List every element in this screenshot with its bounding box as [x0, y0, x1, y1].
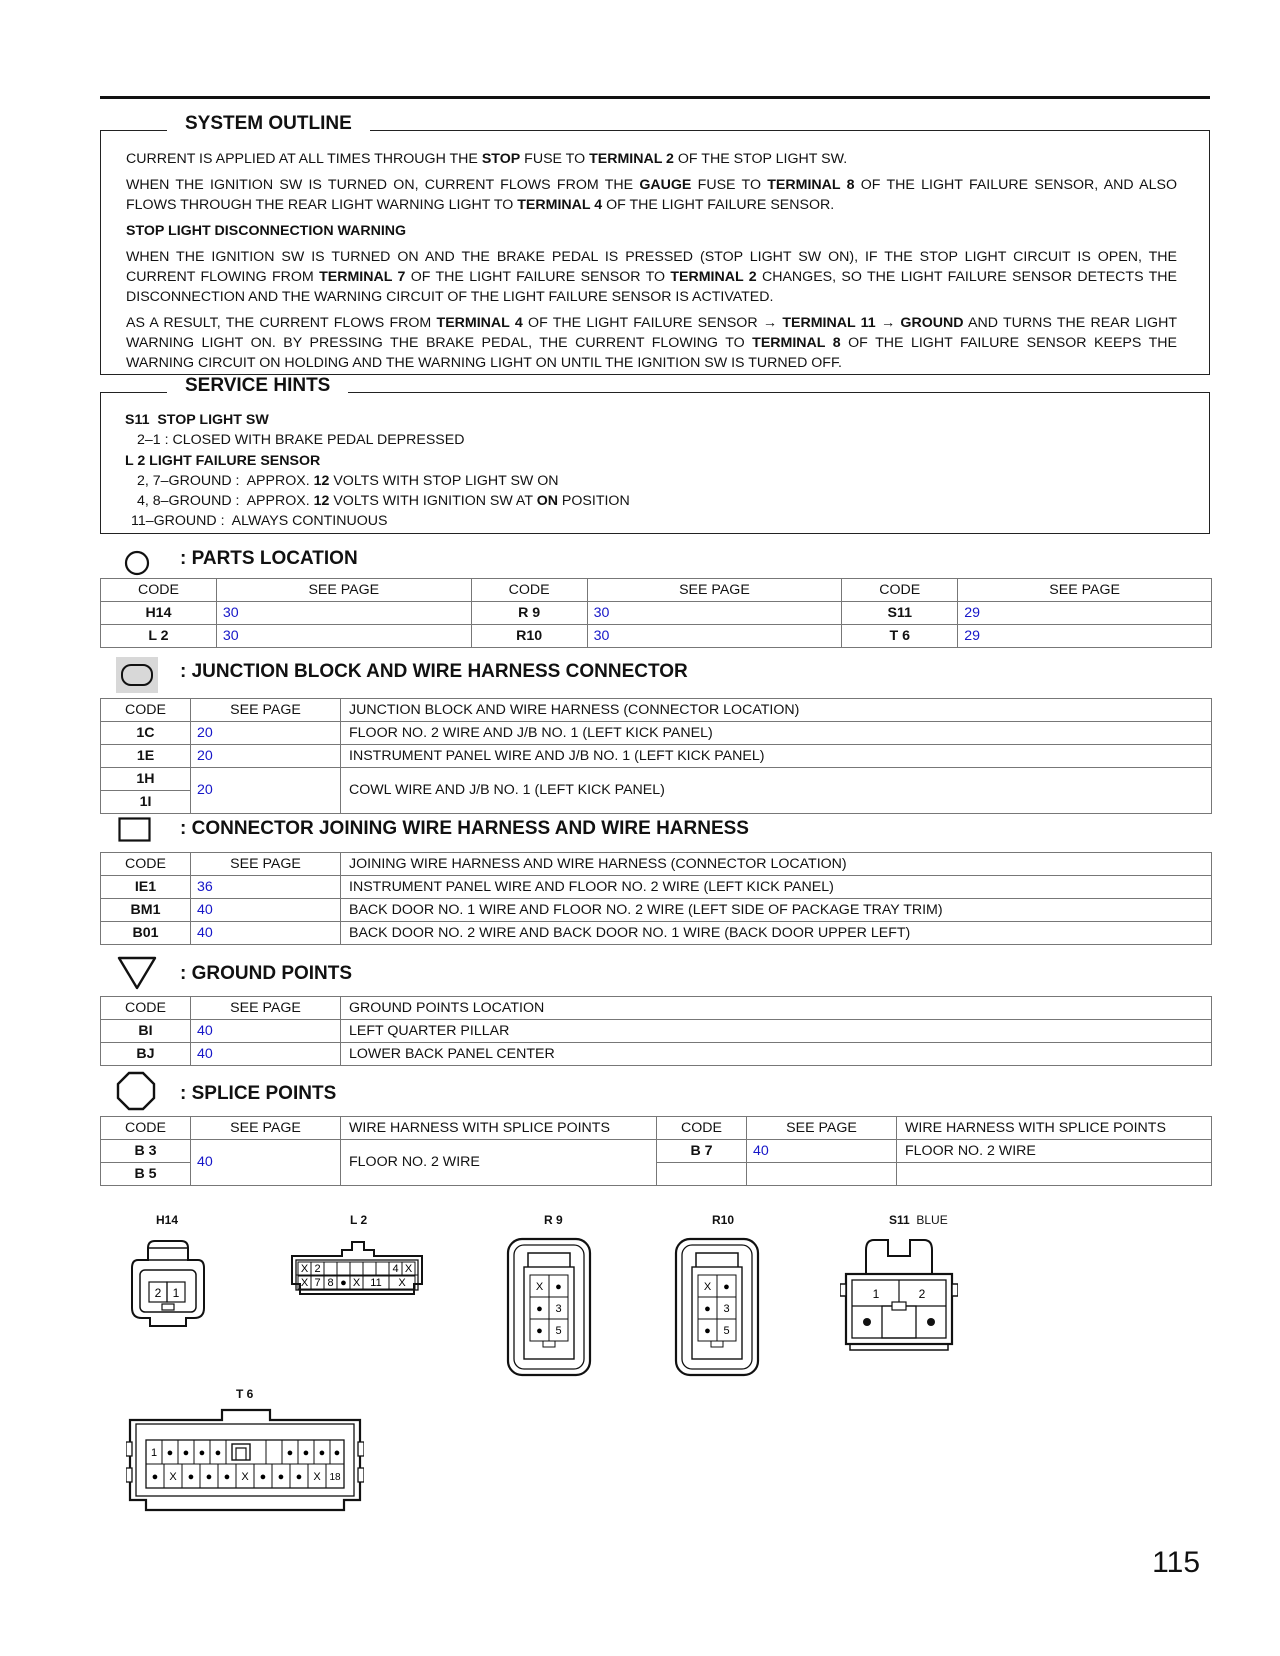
connector-t6-diagram [126, 1408, 364, 1518]
hint-l2-line-1: 2, 7–GROUND : APPROX. 12 VOLTS WITH STOP LIGHT SW ON [137, 472, 559, 489]
table-header-row [101, 579, 1212, 602]
header-description: JUNCTION BLOCK AND WIRE HARNESS (CONNECTOR LOCATION) [341, 699, 1212, 722]
parts-location-title: : PARTS LOCATION [180, 548, 358, 569]
header-description: WIRE HARNESS WITH SPLICE POINTS [897, 1117, 1212, 1140]
header-code: CODE [471, 579, 587, 602]
code-cell: BI [101, 1020, 191, 1043]
connector-h14-diagram [128, 1238, 208, 1330]
connector-label-h14: H14 [156, 1213, 179, 1227]
page-link[interactable]: 40 [191, 1043, 341, 1066]
header-see-page: SEE PAGE [216, 579, 471, 602]
pin-label: ● [536, 1325, 543, 1337]
splice-octagon-icon [116, 1071, 156, 1111]
page-link[interactable]: 29 [958, 602, 1212, 625]
pin-label: X [404, 1263, 413, 1275]
outline-paragraph-3: WHEN THE IGNITION SW IS TURNED ON AND THE BRAKE PEDAL IS PRESSED (STOP LIGHT SW ON), IF THE STOP LIGHT CIRCUIT IS OPEN, THE CURRENT FLOWING FROM TERMINAL 7 OF THE LIGHT FAILURE SENSOR TO TERMINAL 2 CHANGES, SO THE LIGHT FAILURE SENSOR DETECTS THE DISCONNECTION AND THE WARNING CIRCUIT OF THE LIGHT FAILURE SENSOR IS ACTIVATED. [126, 249, 1177, 305]
pin-label: ● [286, 1447, 294, 1459]
page-link[interactable]: 20 [191, 768, 341, 814]
pin-label: X [300, 1277, 309, 1289]
joining-connector-square-icon [118, 817, 152, 843]
header-see-page: SEE PAGE [191, 997, 341, 1020]
pin-label: ● [723, 1281, 730, 1293]
outline-subheading: STOP LIGHT DISCONNECTION WARNING [126, 223, 407, 239]
code-cell: R 9 [471, 602, 587, 625]
splice-title: : SPLICE POINTS [180, 1083, 337, 1104]
page-link[interactable]: 20 [191, 745, 341, 768]
pin-label: ● [536, 1303, 543, 1315]
page-link[interactable]: 40 [191, 1020, 341, 1043]
code-cell: B 5 [101, 1163, 191, 1186]
pin-label: X [352, 1277, 361, 1289]
junction-title: : JUNCTION BLOCK AND WIRE HARNESS CONNECTOR [180, 661, 688, 682]
pin-label: 3 [555, 1303, 562, 1315]
code-cell: IE1 [101, 876, 191, 899]
connector-label-s11: S11 BLUE [889, 1213, 948, 1227]
code-cell: B 3 [101, 1140, 191, 1163]
code-cell: B 7 [657, 1140, 747, 1163]
outline-paragraph-4: AS A RESULT, THE CURRENT FLOWS FROM TERMINAL 4 OF THE LIGHT FAILURE SENSOR → TERMINAL 11 → GROUND AND TURNS THE REAR LIGHT WARNING LIGHT ON. BY PRESSING THE BRAKE PEDAL, THE CURRENT FLOWING TO TERMINAL 8 OF THE LIGHT FAILURE SENSOR KEEPS THE WARNING CIRCUIT ON HOLDING AND THE WARNING LIGHT ON UNTIL THE IGNITION SW IS TURNED OFF. [126, 315, 1178, 371]
parts-location-circle-icon [124, 550, 150, 576]
header-see-page: SEE PAGE [587, 579, 842, 602]
header-see-page: SEE PAGE [747, 1117, 897, 1140]
header-description: JOINING WIRE HARNESS AND WIRE HARNESS (CONNECTOR LOCATION) [341, 853, 1212, 876]
pin-label: X [169, 1471, 177, 1483]
header-description: WIRE HARNESS WITH SPLICE POINTS [341, 1117, 657, 1140]
header-code: CODE [101, 579, 217, 602]
description-cell: INSTRUMENT PANEL WIRE AND FLOOR NO. 2 WIRE (LEFT KICK PANEL) [341, 876, 1212, 899]
pin-label: ● [704, 1325, 711, 1337]
header-code: CODE [842, 579, 958, 602]
parts-location-table [100, 578, 1212, 648]
ground-title: : GROUND POINTS [180, 963, 353, 984]
description-cell: LOWER BACK PANEL CENTER [341, 1043, 1212, 1066]
header-code: CODE [657, 1117, 747, 1140]
table-header-row [101, 1117, 1212, 1140]
junction-block-icon [116, 657, 158, 693]
hint-l2-line-2: 4, 8–GROUND : APPROX. 12 VOLTS WITH IGNITION SW AT ON POSITION [137, 493, 630, 510]
code-cell: BJ [101, 1043, 191, 1066]
description-cell: INSTRUMENT PANEL WIRE AND J/B NO. 1 (LEFT KICK PANEL) [341, 745, 1212, 768]
header-see-page: SEE PAGE [958, 579, 1212, 602]
pin-label: X [313, 1471, 321, 1483]
code-cell: 1H [101, 768, 191, 791]
pin-label: X [703, 1281, 712, 1293]
page-link[interactable]: 40 [191, 899, 341, 922]
system-outline-box [100, 113, 1210, 375]
description-cell: FLOOR NO. 2 WIRE [897, 1140, 1212, 1163]
description-cell: FLOOR NO. 2 WIRE AND J/B NO. 1 (LEFT KICK PANEL) [341, 722, 1212, 745]
page-link[interactable]: 30 [216, 625, 471, 648]
code-cell: B01 [101, 922, 191, 945]
table-row [101, 1043, 1212, 1066]
header-see-page: SEE PAGE [191, 853, 341, 876]
pin-label: X [241, 1471, 249, 1483]
page-link[interactable]: 30 [216, 602, 471, 625]
ground-table [100, 996, 1212, 1066]
code-cell: BM1 [101, 899, 191, 922]
code-cell: T 6 [842, 625, 958, 648]
table-row [101, 722, 1212, 745]
code-cell: H14 [101, 602, 217, 625]
hint-l2-line-3: 11–GROUND : ALWAYS CONTINUOUS [131, 513, 388, 530]
header-code: CODE [101, 1117, 191, 1140]
splice-table [100, 1116, 1212, 1186]
pin-label: ● [333, 1447, 341, 1459]
header-code: CODE [101, 699, 191, 722]
pin-label: ● [151, 1471, 159, 1483]
pin-label: 5 [723, 1325, 730, 1337]
table-header-row [101, 853, 1212, 876]
code-cell: 1I [101, 791, 191, 814]
pin-label: ● [259, 1471, 267, 1483]
header-see-page: SEE PAGE [191, 699, 341, 722]
page-link[interactable]: 30 [587, 602, 842, 625]
table-row [101, 625, 1212, 648]
empty-cell [747, 1163, 897, 1186]
pin-label: ● [295, 1471, 303, 1483]
pin-label: ● [318, 1447, 326, 1459]
table-header-row [101, 997, 1212, 1020]
pin-label: ● [187, 1471, 195, 1483]
table-row [101, 1020, 1212, 1043]
header-see-page: SEE PAGE [191, 1117, 341, 1140]
hint-s11-title: S11 STOP LIGHT SW [125, 412, 269, 428]
page-link[interactable]: 40 [191, 1140, 341, 1186]
description-cell: COWL WIRE AND J/B NO. 1 (LEFT KICK PANEL) [341, 768, 1212, 814]
page-link[interactable]: 36 [191, 876, 341, 899]
pin-label: 1 [150, 1447, 158, 1459]
connector-r10-diagram [674, 1237, 760, 1379]
pin-label: ● [302, 1447, 310, 1459]
code-cell: S11 [842, 602, 958, 625]
table-row [101, 768, 1212, 791]
pin-label: ● [214, 1447, 222, 1459]
pin-label: 1 [872, 1287, 880, 1301]
connector-l2-diagram [286, 1238, 428, 1302]
outline-paragraph-1: CURRENT IS APPLIED AT ALL TIMES THROUGH THE STOP FUSE TO TERMINAL 2 OF THE STOP LIGHT SW. [126, 151, 848, 167]
pin-label: 4 [392, 1263, 399, 1275]
pin-label: ● [198, 1447, 206, 1459]
empty-cell [897, 1163, 1212, 1186]
description-cell: LEFT QUARTER PILLAR [341, 1020, 1212, 1043]
page-link[interactable]: 20 [191, 722, 341, 745]
table-row [101, 745, 1212, 768]
pin-label: 2 [154, 1286, 162, 1300]
pin-label: 18 [329, 1472, 341, 1483]
page-link[interactable]: 30 [587, 625, 842, 648]
page-link[interactable]: 29 [958, 625, 1212, 648]
hint-l2-title: L 2 LIGHT FAILURE SENSOR [125, 452, 321, 469]
connector-label-t6: T 6 [236, 1387, 254, 1401]
table-row [101, 899, 1212, 922]
pin-label: 3 [723, 1303, 730, 1315]
page-link[interactable]: 40 [191, 922, 341, 945]
joining-title: : CONNECTOR JOINING WIRE HARNESS AND WIRE HARNESS [180, 818, 749, 839]
pin-label: 2 [314, 1263, 321, 1275]
pin-label: 1 [172, 1286, 180, 1300]
header-description: GROUND POINTS LOCATION [341, 997, 1212, 1020]
pin-label: ● [277, 1471, 285, 1483]
system-outline-heading: SYSTEM OUTLINE [167, 113, 370, 135]
connector-label-l2: L 2 [350, 1213, 368, 1227]
pin-label: ● [340, 1277, 347, 1289]
table-row [101, 922, 1212, 945]
outline-paragraph-2: WHEN THE IGNITION SW IS TURNED ON, CURRENT FLOWS FROM THE GAUGE FUSE TO TERMINAL 8 OF THE LIGHT FAILURE SENSOR, AND ALSO FLOWS THROUGH THE REAR LIGHT WARNING LIGHT TO TERMINAL 4 OF THE LIGHT FAILURE SENSOR. [126, 177, 1178, 213]
connector-label-r10: R10 [712, 1213, 735, 1227]
connector-color-s11: BLUE [916, 1213, 948, 1227]
pin-label: 5 [555, 1325, 562, 1337]
pin-label: ● [166, 1447, 174, 1459]
description-cell: BACK DOOR NO. 2 WIRE AND BACK DOOR NO. 1 WIRE (BACK DOOR UPPER LEFT) [341, 922, 1212, 945]
description-cell: BACK DOOR NO. 1 WIRE AND FLOOR NO. 2 WIRE (LEFT SIDE OF PACKAGE TRAY TRIM) [341, 899, 1212, 922]
pin-label: 7 [314, 1277, 321, 1289]
hint-s11-line: 2–1 : CLOSED WITH BRAKE PEDAL DEPRESSED [137, 432, 465, 449]
junction-table [100, 698, 1212, 814]
description-cell: FLOOR NO. 2 WIRE [341, 1140, 657, 1186]
page-number: 115 [1152, 1546, 1200, 1579]
header-code: CODE [101, 853, 191, 876]
pin-label: ● [555, 1281, 562, 1293]
service-hints-heading: SERVICE HINTS [167, 375, 348, 397]
pin-label: X [300, 1263, 309, 1275]
code-cell: R10 [471, 625, 587, 648]
code-cell: 1C [101, 722, 191, 745]
pin-label: X [535, 1281, 544, 1293]
ground-triangle-icon [116, 955, 158, 991]
table-row [101, 876, 1212, 899]
top-rule [100, 96, 1210, 99]
connector-r9-diagram [506, 1237, 592, 1379]
table-row [101, 1140, 1212, 1163]
empty-cell [657, 1163, 747, 1186]
connector-s11-diagram [840, 1234, 958, 1354]
pin-label: 11 [370, 1277, 382, 1289]
page-link[interactable]: 40 [747, 1140, 897, 1163]
table-row [101, 602, 1212, 625]
pin-label: 2 [918, 1287, 926, 1301]
pin-label: ● [223, 1471, 231, 1483]
service-hints-box [100, 375, 1210, 534]
pin-label: ● [182, 1447, 190, 1459]
table-header-row [101, 699, 1212, 722]
pin-label: ● [205, 1471, 213, 1483]
connector-label-r9: R 9 [544, 1213, 563, 1227]
pin-label: 8 [327, 1277, 334, 1289]
joining-table [100, 852, 1212, 945]
pin-label: ● [704, 1303, 711, 1315]
code-cell: L 2 [101, 625, 217, 648]
header-code: CODE [101, 997, 191, 1020]
code-cell: 1E [101, 745, 191, 768]
pin-label: X [398, 1277, 406, 1289]
